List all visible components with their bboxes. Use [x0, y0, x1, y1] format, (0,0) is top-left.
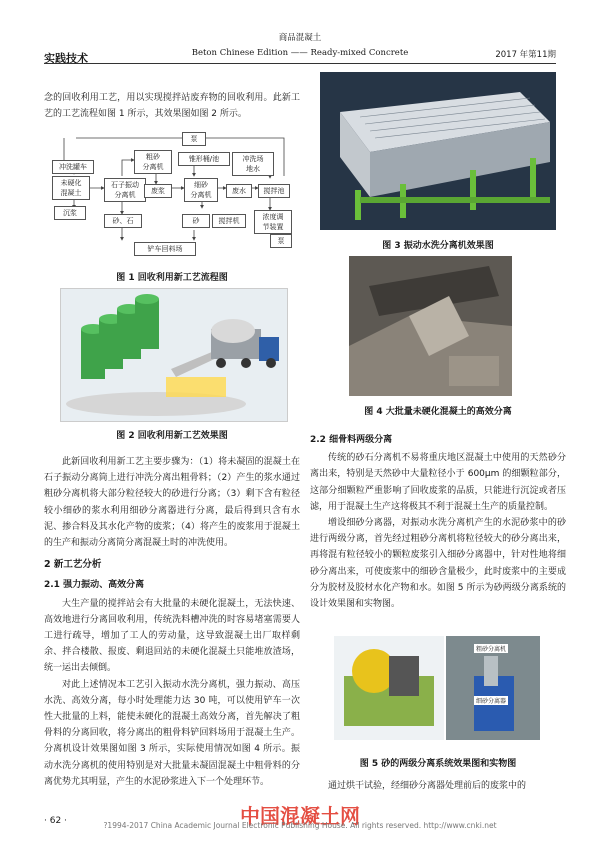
section-2-2-paragraph-3: 通过烘干试验，经细砂分离器处理前后的废浆中的: [328, 781, 527, 791]
flow-flush-pool: 冲洗场 地水: [232, 152, 274, 176]
left-body: [44, 454, 300, 790]
flow-sand: 砂: [182, 214, 210, 228]
flow-fine-sand-separator: 细砂 分离机: [184, 178, 218, 202]
flow-unhardened-concrete: 未硬化 混凝土: [52, 176, 90, 200]
watermark: 中国混凝土网: [240, 804, 360, 828]
header-rule: [44, 63, 556, 64]
figure-5-caption: 图 5 砂的两级分离系统效果图和实物图: [359, 759, 517, 769]
flow-waste-slurry: 废浆: [144, 184, 172, 198]
figure-2-render: [60, 288, 288, 422]
footer-copyright: ?1994-2017 China Academic Journal Electronic Publishing House. All rights reserved. http://www.cnki.net: [103, 821, 497, 830]
label-coarse-sand-separator: 粗砂分离机: [476, 646, 507, 653]
flow-mixer: 搅拌机: [212, 214, 246, 228]
two-stage-sand-separation: [334, 636, 540, 740]
section-2-2-paragraph-1: 传统的砂石分离机不易将重庆地区混凝土中使用的天然砂分离出来，特别是天然砂中大量粒径小于 600μm 的细颗粒部分，这部分细颗粒严重影响了回收废浆的品质，只能进行沉淀或者压滤，用于混凝土生产这将极其不利于混凝土生产的质量控制。: [310, 453, 566, 512]
flow-pump-bottom: 泵: [270, 234, 292, 248]
flow-loader-yard: 铲车回料场: [134, 242, 196, 256]
label-fine-sand-separator: 细砂分离器: [476, 698, 507, 705]
right-body: [310, 430, 566, 612]
journal-title-en: Beton Chinese Edition —— Ready-mixed Concrete: [191, 48, 409, 58]
right-body-tail: [310, 778, 566, 794]
flow-sludge: 沉浆: [54, 206, 86, 220]
flow-pump-top: 泵: [182, 132, 206, 146]
steps-paragraph: 此新回收利用新工艺主要步骤为：（1）将未凝固的混凝土在石子振动分离筒上进行冲洗分离出粗骨料；（2）产生的浆水通过粗砂分离机将大部分粒径较大的砂进行分离；（3）剩下含有粒径较小细砂的浆水利用细砂分离器进行分离，最后得到只含有水泥、掺合料及其水化产物的废浆；（4）将产生的废浆用于混凝土的生产和振动分离筒分离混凝土时的冲洗使用。: [44, 457, 300, 549]
recycling-plant-render: [61, 289, 287, 421]
vibrating-separator-render: [320, 72, 556, 230]
figure-4-caption: 图 4 大批量未硬化混凝土的高效分离: [364, 407, 512, 417]
journal-title-cn: 商品混凝土: [278, 33, 322, 43]
flow-cone-pool: 锥形桶/池: [178, 152, 230, 166]
section-2-2-heading: 2.2 细骨料两级分离: [310, 435, 393, 445]
figure-1-flowchart: [44, 130, 300, 260]
flow-tanker: 冲洗罐车: [52, 160, 94, 174]
page-number: · 62 ·: [44, 816, 67, 826]
flow-coarse-sand-separator: 粗砂 分离机: [134, 150, 172, 174]
section-2-1-paragraph-2: 对此上述情况本工艺引入振动水洗分离机，强力振动、高压水洗、高效分离，每小时处理能力达 30 吨，可以使用铲车一次性大批量的上料，能使未硬化的混凝土高效分离，首先解决了粗骨料的分离回收，将分离出的粗骨料铲回料场用于混凝土生产。分离机设计效果图如图 3 所示，实际使用情况如图 4 所示。振动水洗分离机的使用特别是对大批量未凝固混凝土中粗骨料的分离优势尤其明显，产生的水泥砂浆进入下一个处理环节。: [44, 679, 300, 787]
flow-stone-separator: 石子振动 分离机: [104, 178, 146, 202]
figure-3-caption: 图 3 振动水洗分离机效果图: [382, 241, 494, 251]
section-2-2-paragraph-2: 增设细砂分离器，对振动水洗分离机产生的水泥砂浆中的砂进行两级分离，首先经过粗砂分离机将粒径较大的砂分离出来，再将混有粒径较小的颗粒废浆引入细砂分离器中，针对性地将细砂分离出来，可使废浆中的细砂含量极少，此时废浆中的主要成分为胶材及胶材水化产物和水。如图 5 所示为砂两级分离系统的设计效果图和实物图。: [310, 518, 566, 610]
flow-waste-water: 废水: [226, 184, 252, 198]
figure-4-photo: [349, 256, 512, 396]
concrete-separation-photo: [349, 256, 512, 396]
section-2-1-heading: 2.1 强力振动、高效分离: [44, 580, 145, 591]
figure-5-images: [334, 636, 540, 740]
figure-1-caption: 图 1 回收利用新工艺流程图: [116, 273, 228, 283]
intro-paragraph: 念的回收利用工艺，用以实现搅拌站废弃物的回收利用。此新工艺的工艺流程如图 1 所示，其效果图如图 2 所示。: [44, 93, 300, 120]
issue-label: 2017 年第11期: [495, 50, 556, 60]
flow-sand-stone: 砂、石: [104, 214, 142, 228]
figure-2-caption: 图 2 回收利用新工艺效果图: [116, 431, 228, 441]
section-2-1-paragraph-1: 大生产量的搅拌站会有大批量的未硬化混凝土，无法快速、高效地进行分离回收利用，传统洗料槽冲洗的时容易堵塞需要人工进行疏导，增加了工人的劳动量，这导致混凝土出厂取样剩余、拌合楼散、报废、剩退回站的未硬化混凝土只能堆放渣场，统一运出去倾倒。: [44, 598, 300, 674]
figure-3-render: [320, 72, 556, 230]
section-label: 实践技术: [44, 52, 88, 65]
flow-mix-pool: 搅拌池: [258, 184, 290, 198]
flow-concentration-adjuster: 浓度调 节装置: [254, 210, 292, 234]
section-2-heading: 2 新工艺分析: [44, 559, 102, 571]
